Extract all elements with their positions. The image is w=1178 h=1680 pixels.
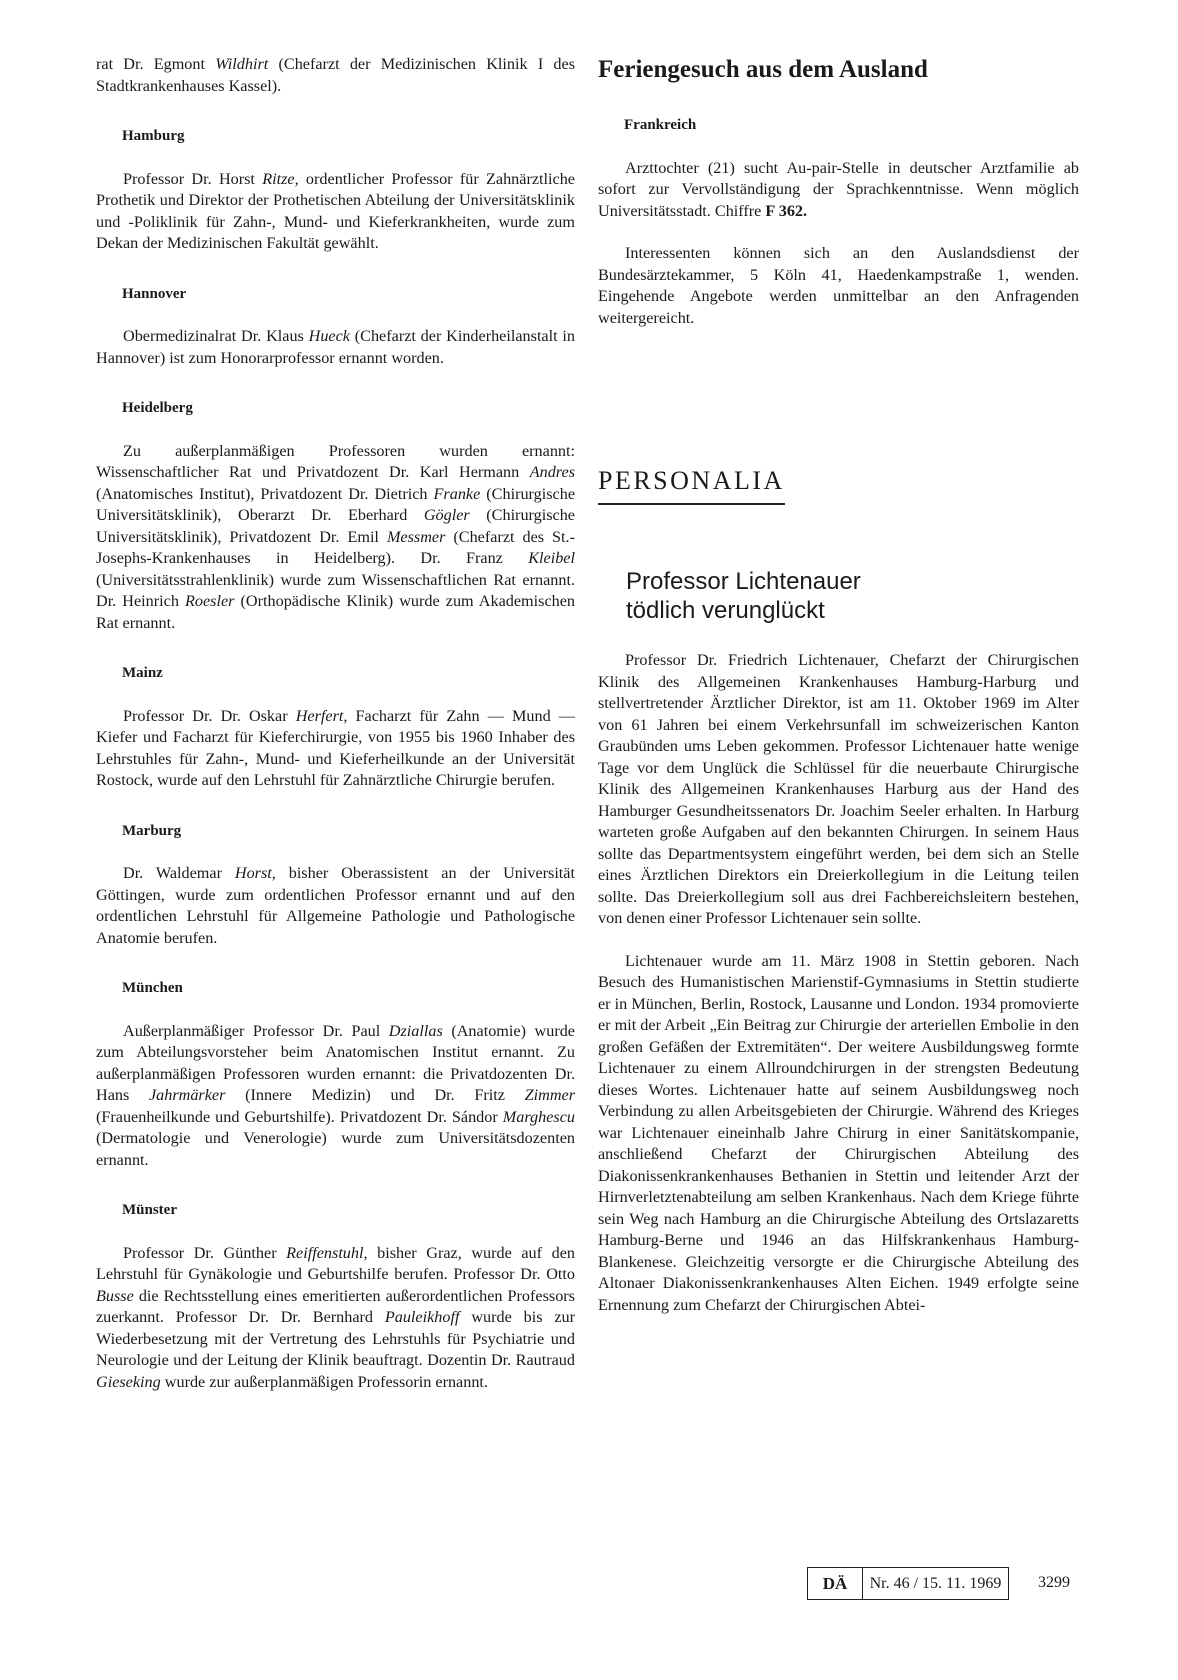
intro-paragraph: rat Dr. Egmont Wildhirt (Chefarzt der Medizinischen Klinik I des Stadtkrankenhauses Kassel).: [96, 55, 575, 95]
article-title: [626, 567, 1079, 625]
city-heading: Heidelberg: [122, 400, 193, 416]
city-heading: Hamburg: [122, 128, 185, 144]
article-title-line-1: Professor Lichtenauer: [626, 568, 861, 595]
contact-text: Interessenten können sich an den Auslandsdienst der Bundesärztekammer, 5 Köln 41, Haedenkampstraße 1, wenden. Eingehende Angebote werden unmittelbar an den Anfragenden weitergereicht.: [598, 244, 1079, 327]
city-heading: München: [122, 980, 183, 996]
personnel-news-list: [96, 97, 575, 1393]
city-news-paragraph: Dr. Waldemar Horst, bisher Oberassistent an der Universität Göttingen, wurde zum ordentlichen Professor ernannt und auf den ordentlichen Lehrstuhl für Allgemeine Pathologie und Pathologische Anatomie berufen.: [96, 864, 575, 947]
city-news-paragraph: Zu außerplanmäßigen Professoren wurden ernannt: Wissenschaftlicher Rat und Privatdozent Dr. Karl Hermann Andres (Anatomisches Institut), Privatdozent Dr. Dietrich Franke (Chirurgische Universitätsklinik), Oberarzt Dr. Eberhard Gögler (Chirurgische Universitätsklinik), Privatdozent Dr. Emil Messmer (Chefarzt des St.-Josephs-Krankenhauses in Heidelberg). Dr. Franz Kleibel (Universitätsstrahlenklinik) wurde zum Wissenschaftlichen Rat ernannt. Dr. Heinrich Roesler (Orthopädische Klinik) wurde zum Akademischen Rat ernannt.: [96, 441, 576, 632]
article-title-line-2: tödlich verunglückt: [626, 597, 825, 624]
article-paragraph-2: Lichtenauer wurde am 11. März 1908 in Stettin geboren. Nach Besuch des Humanistischen Marienstif-Gymnasiums in Stettin studierte er in München, Berlin, Rostock, Lausanne und London. 1934 promovierte er mit der Arbeit „Ein Beitrag zur Chirurgie der arteriellen Embolie in den großen Gefäßen der Extremitäten“. Der weitere Ausbildungsweg formte Lichtenauer zu einem Allroundchirurgen in der strengsten Bedeutung dieses Wortes. Lichtenauer hatte auf seinem Ausbildungsweg noch Verbindung zu allen Arbeitsgebieten der Chirurgie. Während des Krieges war Lichtenauer eineinhalb Jahre Chirurg in einer Sanitätskompanie, anschließend Chefarzt der Chirurgischen Abteilung des Diakonissenkrankenhauses Bethanien in Stettin und leitender Arzt der Hirnverletztenabteilung am selben Krankenhaus. Nach dem Kriege führte sein Weg nach Hamburg an die Chirurgische Abteilung des Ortslazaretts Hamburg-Berne und 1946 an das Hilfskrankenhaus Hamburg-Blankenese. Gleichzeitig versorgte er die Chirurgische Abteilung des Altonaer Diakonissenkrankenhauses Alten Eichen. 1949 erfolgte seine Ernennung zum Chefarzt der Chirurgischen Abtei-: [598, 951, 1079, 1314]
city-news-paragraph: Professor Dr. Horst Ritze, ordentlicher Professor für Zahnärztliche Prothetik und Direktor der Prothetischen Abteilung der Universitätsklinik und -Poliklinik für Zahn-, Mund- und Kieferkrankheiten, wurde zum Dekan der Medizinischen Fakultät gewählt.: [96, 169, 575, 252]
city-news-paragraph: Außerplanmäßiger Professor Dr. Paul Dziallas (Anatomie) wurde zum Abteilungsvorsteher beim Anatomischen Institut ernannt. Zu außerplanmäßigen Professoren wurden ernannt: die Privatdozenten Dr. Hans Jahrmärker (Innere Medizin) und Dr. Fritz Zimmer (Frauenheilkunde und Geburtshilfe). Privatdozent Dr. Sándor Marghescu (Dermatologie und Venerologie) wurde zum Universitätsdozenten ernannt.: [96, 1021, 575, 1169]
feriengesuch-heading: Feriengesuch aus dem Ausland: [598, 56, 928, 83]
article-paragraph-1: Professor Dr. Friedrich Lichtenauer, Chefarzt der Chirurgischen Klinik des Allgemeinen Krankenhauses Hamburg-Harburg und stellvertretender Ärztlicher Direktor, ist am 11. Oktober 1969 im Alter von 61 Jahren bei einem Verkehrsunfall im schweizerischen Kanton Graubünden ums Leben gekommen. Professor Lichtenauer hatte wenige Tage vor dem Unglück die Schlüssel für die neuerbaute Chirurgische Klinik des Allgemeinen Krankenhauses Harburg aus der Hand des Hamburger Gesundheitssenators Dr. Joachim Seeler erhalten. In Harburg warteten große Aufgaben auf den bekannten Chirurgen. In seinem Haus sollte das Departmentsystem eingeführt werden, bei dem sich an Stelle eines Ärztlichen Direktors ein Dreierkollegium in die Leitung teilen sollte. Das Dreierkollegium soll aus drei Fachbereichsleitern bestehen, von denen einer Professor Lichtenauer sein sollte.: [598, 651, 1079, 927]
au-pair-ad-text: Arzttochter (21) sucht Au-pair-Stelle in deutscher Arztfamilie ab sofort zur Vervollständigung der Sprachkenntnisse. Wenn möglich Universitätsstadt. Chiffre F 362.: [598, 158, 1079, 220]
personalia-heading-rule: [598, 465, 785, 505]
right-column: [598, 54, 1079, 1316]
city-heading: Mainz: [122, 665, 163, 681]
personalia-heading: PERSONALIA: [598, 466, 785, 495]
city-heading: Münster: [122, 1202, 177, 1218]
city-news-paragraph: Obermedizinalrat Dr. Klaus Hueck (Chefarzt der Kinderheilanstalt in Hannover) ist zum Honorarprofessor ernannt worden.: [96, 327, 575, 367]
city-news-paragraph: Professor Dr. Dr. Oskar Herfert, Facharzt für Zahn — Mund — Kiefer und Facharzt für Kieferchirurgie, von 1955 bis 1960 Inhaber des Lehrstuhles für Zahn-, Mund- und Kieferheilkunde an der Universität Rostock, wurde auf den Lehrstuhl für Zahnärztliche Chirurgie berufen.: [96, 706, 575, 789]
footer-issue-box: [807, 1567, 1009, 1600]
left-column: [96, 54, 575, 1393]
page-number: 3299: [1038, 1574, 1070, 1591]
city-heading: Marburg: [122, 822, 182, 839]
journal-logo: DÄ: [807, 1567, 863, 1600]
frankreich-subheading: Frankreich: [624, 117, 697, 133]
city-news-paragraph: Professor Dr. Günther Reiffenstuhl, bisher Graz, wurde auf den Lehrstuhl für Gynäkologie und Geburtshilfe berufen. Professor Dr. Otto Busse die Rechtsstellung eines emeritierten außerordentlichen Professors zuerkannt. Professor Dr. Dr. Bernhard Pauleikhoff wurde bis zur Wiederbesetzung mit der Vertretung des Lehrstuhls für Psychiatrie und Neurologie und der Leitung der Klinik beauftragt. Dozentin Dr. Rautraud Gieseking wurde zur außerplanmäßigen Professorin ernannt.: [96, 1243, 575, 1391]
issue-date: Nr. 46 / 15. 11. 1969: [863, 1567, 1009, 1600]
city-heading: Hannover: [122, 285, 187, 302]
